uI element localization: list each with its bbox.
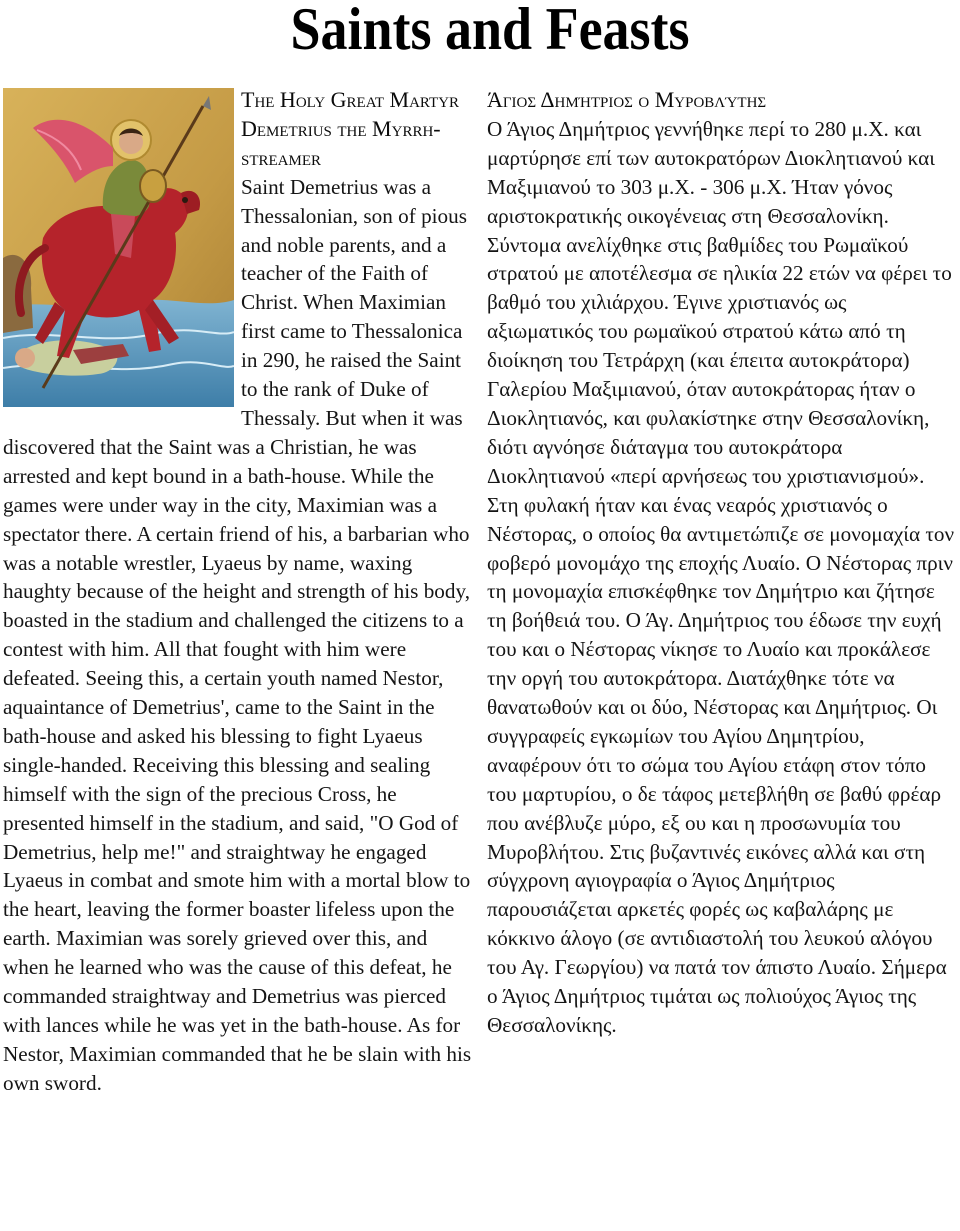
saint-demetrius-icon: [3, 88, 234, 407]
icon-painting: [3, 88, 234, 407]
english-body: Saint Demetrius was a Thessalonian, son of pious and noble parents, and a teacher of the Faith of Christ. When Maximian first came to Thessalonica in 290, he raised the Saint to the rank of Duke of Thessaly. But when it was discovered that the Saint was a Christian, he was arrested and kept bound in a bath-house. While the games were under way in the city, Maximian was a spectator there. A certain friend of his, a barbarian who was a notable wrestler, Lyaeus by name, waxing haughty because of the height and strength of his body, boasted in the stadium and challenged the citizens to a contest with him. All that fought with him were defeated. Seeing this, a certain youth named Nestor, aquaintance of Demetrius', came to the Saint in the bath-house and asked his blessing to fight Lyaeus single-handed. Receiving this blessing and sealing himself with the sign of the precious Cross, he presented himself in the stadium, and said, "O God of Demetrius, help me!" and straightway he engaged Lyaeus in combat and smote him with a mortal blow to the heart, leaving the former boaster lifeless upon the earth. Maximian was sorely grieved over this, and when he learned who was the cause of this defeat, he commanded straightway and Demetrius was pierced with lances while he was yet in the bath-house. As for Nestor, Maximian commanded that he be slain with his own sword.: [3, 174, 472, 1095]
english-column: [3, 86, 473, 1098]
greek-body: Ο Άγιος Δημήτριος γεννήθηκε περί το 280 μ.Χ. και μαρτύρησε επί των αυτοκρατόρων Διοκλητιανού και Μαξιμιανού το 303 μ.Χ. - 306 μ.Χ. Ήταν γόνος αριστοκρατικής οικογένειας στη Θεσσαλονίκη. Σύντομα ανελίχθηκε στις βαθμίδες του Ρωμαϊκού στρατού με αποτέλεσμα σε ηλικία 22 ετών να φέρει το βαθμό του χιλιάρχου. Έγινε χριστιανός ως αξιωματικός του ρωμαϊκού στρατού κάτω από τη διοίκηση του Τετράρχη (και έπειτα αυτοκράτορα) Γαλερίου Μαξιμιανού, όταν αυτοκράτορας ήταν ο Διοκλητιανός, και φυλακίστηκε στην Θεσσαλονίκη, διότι αγνόησε διάταγμα του αυτοκράτορα Διοκλητιανού «περί αρνήσεως του χριστιανισμού». Στη φυλακή ήταν και ένας νεαρός χριστιανός ο Νέστορας, ο οποίος θα αντιμετώπιζε σε μονομαχία τον φοβερό μονομάχο της εποχής Λυαίο. Ο Νέστορας πριν τη μονομαχία επισκέφθηκε τον Δημήτριο και ζήτησε τη βοήθειά του. Ο Άγ. Δημήτριος του έδωσε την ευχή του και ο Νέστορας νίκησε το Λυαίο και προκάλεσε την οργή του αυτοκράτορα. Διατάχθηκε τότε να θανατωθούν και οι δύο, Νέστορας και Δημήτριος. Οι συγγραφείς εγκωμίων του Αγίου Δημητρίου, αναφέρουν ότι το σώμα του Αγίου ετάφη στον τόπο του μαρτυρίου, ο δε τάφος μετεβλήθη σε βαθύ φρέαρ που ανέβλυζε μύρο, εξ ου και η προσωνυμία του Μυροβλήτου. Στις βυζαντινές εικόνες αλλά και στη σύγχρονη αγιογραφία ο Άγιος Δημήτριος παρουσιάζεται αρκετές φορές ως καβαλάρης με κόκκινο άλογο (σε αντιδιαστολή του λευκού αλόγου του Αγ. Γεωργίου) να πατά τον άπιστο Λυαίο. Σήμερα ο Άγιος Δημήτριος τιμάται ως πολιούχος Άγιος της Θεσσαλονίκης.: [487, 116, 955, 1037]
greek-heading: Άγιος Δημήτριος ο Μυροβλύτης: [487, 87, 767, 112]
page-title: Saints and Feasts: [290, 0, 690, 62]
english-heading: The Holy Great Martyr Demetrius the Myrrh-streamer: [241, 87, 460, 170]
greek-column: [487, 86, 957, 1040]
